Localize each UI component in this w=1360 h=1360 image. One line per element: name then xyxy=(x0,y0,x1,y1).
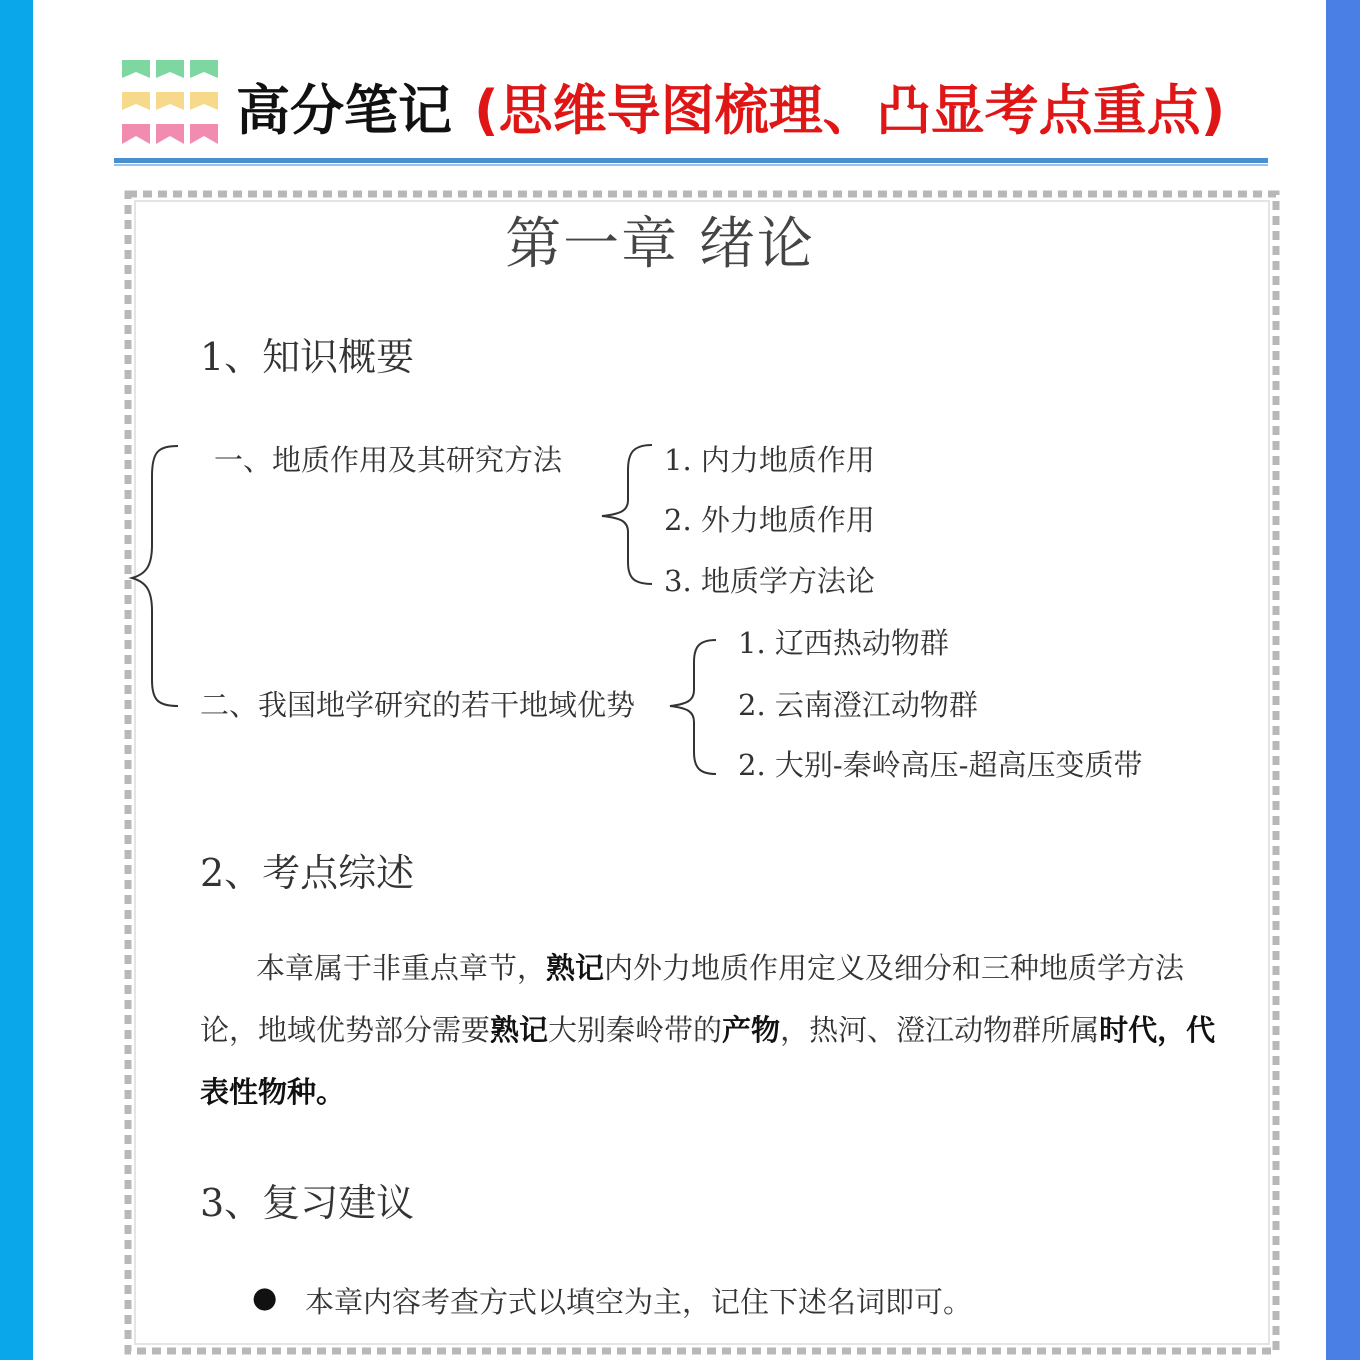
bullet-marker: ● xyxy=(252,1280,278,1314)
section-heading-3: 3、复习建议 xyxy=(200,1181,415,1225)
mindmap-leaf: 2. 大别-秦岭高压-超高压变质带 xyxy=(738,748,1143,782)
section-heading-2: 2、考点综述 xyxy=(200,851,415,895)
summary-text: ，热河、澄江动物群所属 xyxy=(780,1013,1100,1047)
mindmap-leaf: 1. 辽西热动物群 xyxy=(738,626,949,660)
summary-emphasis: 熟记 xyxy=(490,1013,549,1047)
summary-emphasis: 熟记 xyxy=(546,951,605,985)
summary-paragraph xyxy=(200,937,1230,1123)
summary-emphasis: 产物 xyxy=(722,1013,781,1047)
header-subtitle: (思维导图梳理、凸显考点重点) xyxy=(474,79,1226,142)
branch2-brace xyxy=(670,640,716,774)
root-brace xyxy=(132,446,178,706)
mindmap-branch-1: 一、地质作用及其研究方法 xyxy=(214,443,563,477)
mindmap-leaf: 2. 云南澄江动物群 xyxy=(738,688,978,722)
summary-emphasis: 时代，代表性物种。 xyxy=(200,1013,1216,1109)
mindmap-branch-2: 二、我国地学研究的若干地域优势 xyxy=(200,688,636,722)
section-heading-1: 1、知识概要 xyxy=(200,335,415,379)
mindmap-leaf: 3. 地质学方法论 xyxy=(664,564,875,598)
mindmap-leaf: 1. 内力地质作用 xyxy=(664,443,875,477)
summary-text: 大别秦岭带的 xyxy=(548,1013,723,1047)
chapter-title: 第一章 绪论 xyxy=(505,212,815,277)
mindmap-leaf: 2. 外力地质作用 xyxy=(664,503,875,537)
branch1-brace xyxy=(602,445,652,584)
summary-text: 本章属于非重点章节， xyxy=(256,951,547,985)
header-title: 高分笔记 xyxy=(236,79,452,142)
advice-text: 本章内容考查方式以填空为主，记住下述名词即可。 xyxy=(305,1285,973,1319)
summary-text: 内外力地质作用定义及细分和三种地质学方法论，地域优势部分需要 xyxy=(200,951,1185,1047)
